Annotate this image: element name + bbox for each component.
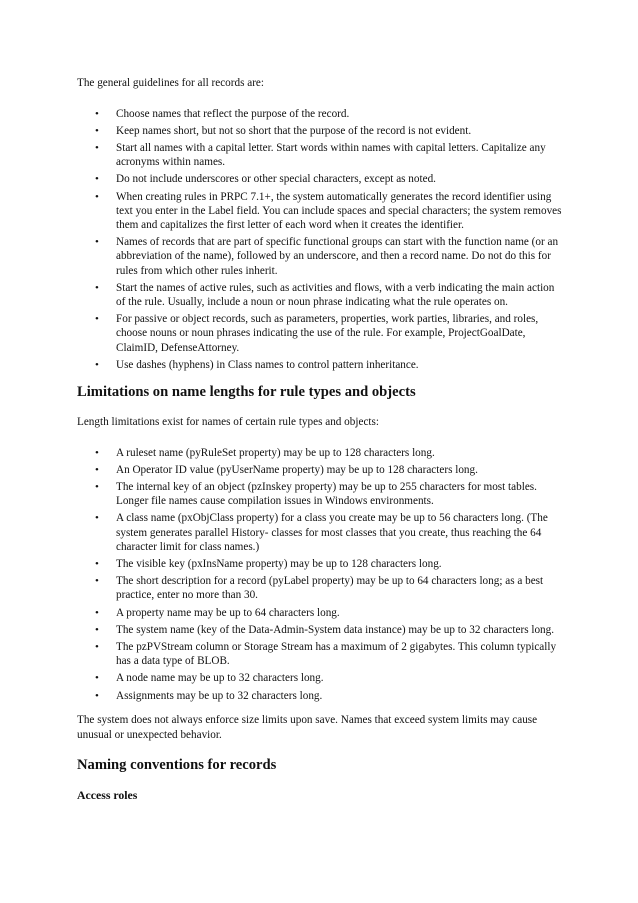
bullet-icon: • — [95, 606, 99, 619]
guideline-item-text: Choose names that reflect the purpose of the record. — [116, 107, 350, 120]
guideline-item-text: Names of records that are part of specific functional groups can start with the function name (or an abbreviation of the name), followed by an underscore, and then a record name. Do not do this for rules from which other rules inherit. — [116, 236, 559, 277]
limit-item — [77, 446, 565, 460]
guideline-item-text: Start the names of active rules, such as activities and flows, with a verb indicating the main action of the rule. Usually, include a noun or noun phrase indicating what the rule operates on. — [116, 281, 555, 309]
bullet-icon: • — [95, 236, 99, 249]
limit-item-text: A property name may be up to 64 characters long. — [116, 606, 340, 619]
bullet-icon: • — [95, 575, 99, 588]
bullet-icon: • — [95, 124, 99, 137]
limit-item — [77, 640, 565, 668]
guideline-item — [77, 281, 565, 309]
limit-item — [77, 623, 565, 637]
guidelines-list — [77, 107, 565, 372]
bullet-icon: • — [95, 173, 99, 186]
limit-item-text: Assignments may be up to 32 characters long. — [116, 689, 323, 702]
limit-item — [77, 689, 565, 703]
limit-item — [77, 511, 565, 554]
guideline-item — [77, 124, 565, 138]
limit-item — [77, 606, 565, 620]
bullet-icon: • — [95, 358, 99, 371]
bullet-icon: • — [95, 641, 99, 654]
guidelines-intro: The general guidelines for all records are: — [77, 77, 264, 89]
guideline-item-text: For passive or object records, such as parameters, properties, work parties, libraries, and roles, choose nouns or noun phrases indicating the use of the rule. For example, ProjectGoalDate, ClaimID, DefenseAttorney. — [116, 313, 539, 354]
limit-item — [77, 463, 565, 477]
bullet-icon: • — [95, 190, 99, 203]
guideline-item-text: Use dashes (hyphens) in Class names to control pattern inheritance. — [116, 358, 419, 371]
limits-note: The system does not always enforce size limits upon save. Names that exceed system limits may cause unusual or unexpected behavior. — [77, 713, 538, 742]
limit-item-text: The internal key of an object (pzInskey property) may be up to 255 characters for most tables. Longer file names cause compilation issues in Windows environments. — [116, 481, 537, 508]
limit-item — [77, 480, 565, 508]
guideline-item-text: Keep names short, but not so short that the purpose of the record is not evident. — [116, 124, 472, 137]
guideline-item-text: Do not include underscores or other special characters, except as noted. — [116, 173, 436, 186]
bullet-icon: • — [95, 623, 99, 636]
guideline-item — [77, 172, 565, 186]
limits-heading: Limitations on name lengths for rule types and objects — [77, 384, 416, 401]
limits-intro: Length limitations exist for names of certain rule types and objects: — [77, 416, 379, 429]
limit-item — [77, 671, 565, 685]
document-page — [77, 76, 565, 803]
limit-item-text: The short description for a record (pyLabel property) may be up to 64 characters long; as a best practice, enter no more than 30. — [116, 575, 544, 602]
access-roles-heading: Access roles — [77, 788, 138, 803]
limits-list — [77, 446, 565, 703]
guideline-item-text: When creating rules in PRPC 7.1+, the system automatically generates the record identifier using text you enter in the Label field. You can include spaces and special characters; the system removes them and capitalizes the first letter of each word when it creates the identifier. — [116, 190, 562, 232]
bullet-icon: • — [95, 689, 99, 702]
bullet-icon: • — [95, 142, 99, 154]
limit-item-text: A class name (pxObjClass property) for a class you create may be up to 56 characters long. (The system generates parallel History- classes for most classes that you create, thus reaching the 64 character limit for class names.) — [116, 512, 548, 553]
bullet-icon: • — [95, 481, 99, 494]
limit-item-text: An Operator ID value (pyUserName property) may be up to 128 characters long. — [116, 463, 478, 476]
bullet-icon: • — [95, 281, 99, 294]
guideline-item — [77, 358, 565, 372]
guideline-item — [77, 141, 565, 169]
bullet-icon: • — [95, 558, 99, 571]
bullet-icon: • — [95, 512, 99, 525]
limit-item-text: The pzPVStream column or Storage Stream has a maximum of 2 gigabytes. This column typically has a data type of BLOB. — [116, 641, 557, 668]
guideline-item — [77, 312, 565, 355]
guideline-item-text: Start all names with a capital letter. Start words within names with capital letters. Capitalize any acronyms within names. — [116, 142, 546, 169]
guideline-item — [77, 107, 565, 121]
bullet-icon: • — [95, 672, 99, 685]
guideline-item — [77, 235, 565, 278]
limit-item-text: A node name may be up to 32 characters long. — [116, 672, 324, 685]
limit-item-text: The system name (key of the Data-Admin-System data instance) may be up to 32 characters long. — [116, 623, 555, 636]
bullet-icon: • — [95, 107, 99, 120]
limit-item-text: The visible key (pxInsName property) may be up to 128 characters long. — [116, 558, 442, 571]
limit-item — [77, 557, 565, 571]
guideline-item — [77, 190, 565, 233]
limit-item-text: A ruleset name (pyRuleSet property) may be up to 128 characters long. — [116, 446, 435, 459]
limit-item — [77, 574, 565, 602]
bullet-icon: • — [95, 446, 99, 459]
bullet-icon: • — [95, 463, 99, 476]
bullet-icon: • — [95, 313, 99, 326]
conventions-heading: Naming conventions for records — [77, 757, 277, 774]
